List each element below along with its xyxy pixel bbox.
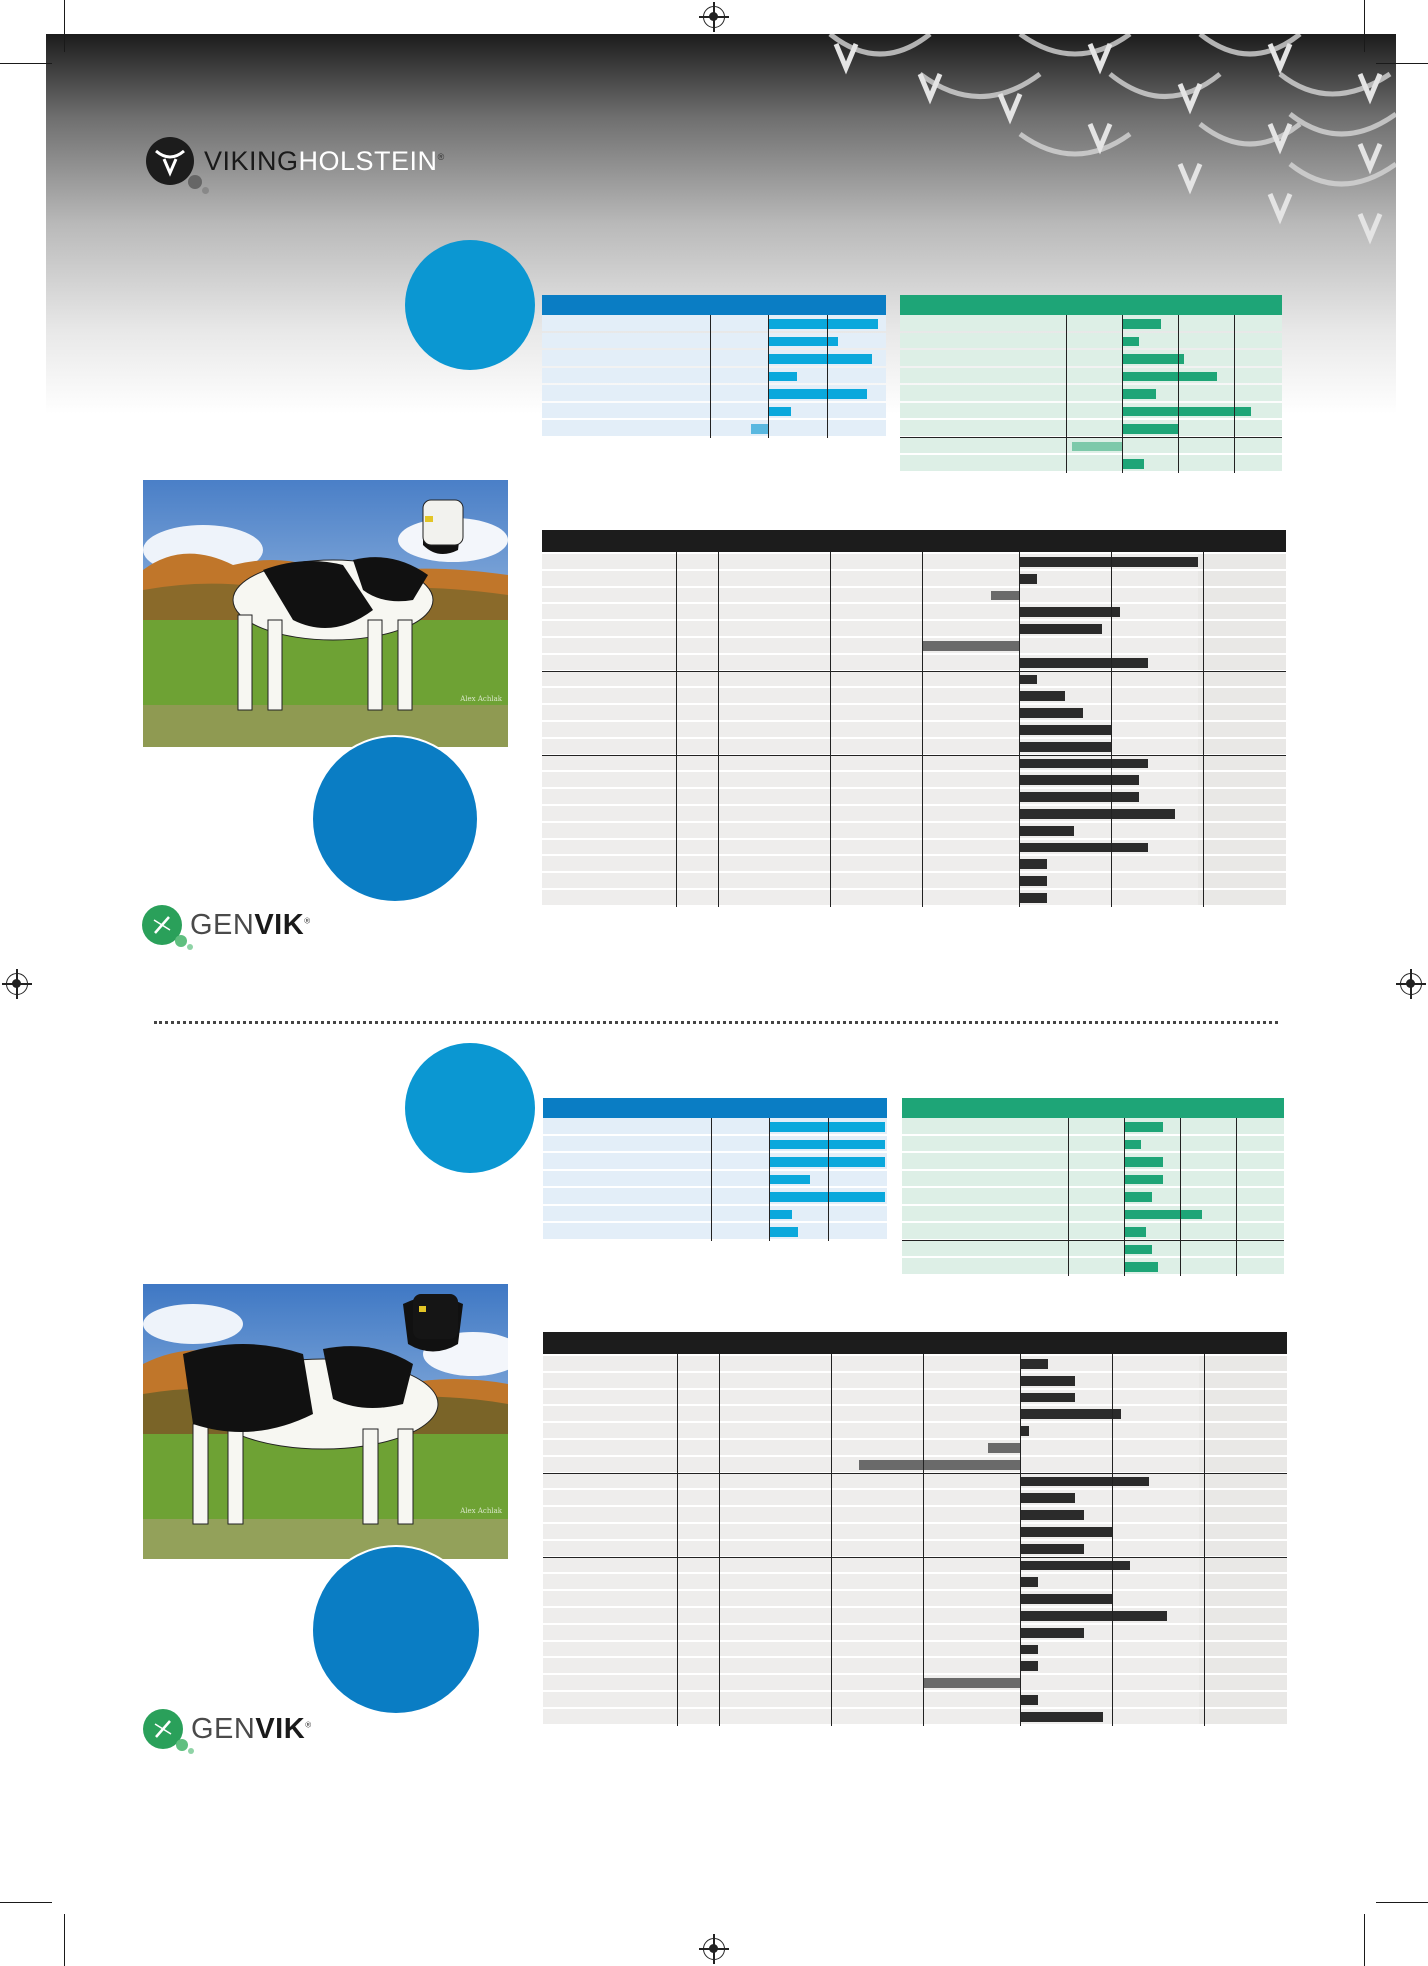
value-bar xyxy=(1020,1661,1038,1671)
value-bar xyxy=(1020,1477,1149,1487)
brand-wordmark-viking: VIKING xyxy=(204,145,299,176)
value-bar xyxy=(1020,1359,1048,1369)
table-row xyxy=(543,1206,887,1222)
value-bar xyxy=(1019,607,1120,617)
table-row-end xyxy=(1199,1490,1287,1505)
registered-mark: ® xyxy=(437,151,445,162)
column-divider xyxy=(1234,315,1235,473)
value-bar xyxy=(1124,1227,1146,1237)
value-bar xyxy=(769,1192,885,1202)
brand-wordmark xyxy=(204,146,445,177)
table-row-end xyxy=(1199,1591,1287,1606)
column-divider xyxy=(1066,315,1067,473)
value-bar xyxy=(768,389,867,399)
crop-mark xyxy=(64,0,65,52)
registration-mark xyxy=(703,6,725,28)
column-divider xyxy=(1019,552,1020,907)
column-divider xyxy=(1122,315,1123,473)
table-row xyxy=(902,1171,1284,1187)
table-row xyxy=(542,571,1198,586)
table-row-end xyxy=(1198,705,1286,720)
column-divider xyxy=(710,315,711,438)
value-bar xyxy=(1020,1493,1075,1503)
column-divider xyxy=(1203,552,1204,907)
bull-1-health-table xyxy=(900,295,1282,475)
table-row xyxy=(900,333,1282,349)
table-row xyxy=(542,873,1198,888)
table-row-end xyxy=(1198,840,1286,855)
table-row xyxy=(543,1574,1199,1589)
horn-pattern-decoration xyxy=(820,34,1396,264)
bull-2-health-table xyxy=(902,1098,1284,1278)
group-divider xyxy=(542,671,1286,672)
genvik-logo xyxy=(143,1709,312,1749)
table-row-end xyxy=(1199,1406,1287,1421)
table-row-end xyxy=(1199,1608,1287,1623)
table-row-end xyxy=(1198,739,1286,754)
value-bar xyxy=(1019,759,1148,769)
table-row xyxy=(543,1390,1199,1405)
bull-head-icon xyxy=(146,137,194,185)
value-bar xyxy=(1124,1140,1141,1150)
value-bar xyxy=(1122,354,1184,364)
table-row xyxy=(543,1423,1199,1438)
table-header xyxy=(902,1098,1284,1118)
value-bar xyxy=(1072,442,1122,452)
column-divider xyxy=(923,1354,924,1726)
value-bar xyxy=(1124,1210,1202,1220)
value-bar xyxy=(1019,859,1047,869)
value-bar xyxy=(991,591,1019,601)
table-row-end xyxy=(1199,1574,1287,1589)
bull-1-photo xyxy=(143,480,508,747)
table-row xyxy=(543,1171,887,1187)
value-bar xyxy=(1020,1628,1084,1638)
column-divider xyxy=(711,1118,712,1241)
value-bar xyxy=(1122,459,1144,469)
table-row-end xyxy=(1198,856,1286,871)
table-row-end xyxy=(1199,1692,1287,1707)
column-divider xyxy=(677,1354,678,1726)
bull-1-circle-bottom xyxy=(311,735,479,903)
table-row-end xyxy=(1199,1675,1287,1690)
registered-mark: ® xyxy=(304,915,311,925)
column-divider xyxy=(719,1354,720,1726)
table-row xyxy=(542,420,886,436)
table-row-end xyxy=(1199,1423,1287,1438)
table-row xyxy=(902,1153,1284,1169)
column-divider xyxy=(1124,1118,1125,1276)
column-divider xyxy=(768,315,769,438)
value-bar xyxy=(1020,1594,1112,1604)
table-row-end xyxy=(1199,1507,1287,1522)
table-header xyxy=(543,1098,887,1118)
table-row xyxy=(543,1675,1199,1690)
group-divider xyxy=(542,755,1286,756)
value-bar xyxy=(1124,1192,1152,1202)
table-row-end xyxy=(1198,722,1286,737)
bull-2-production-table xyxy=(543,1098,887,1244)
column-divider xyxy=(1236,1118,1237,1276)
photo-credit: Alex Achlak xyxy=(460,1507,502,1515)
group-divider xyxy=(543,1473,1287,1474)
value-bar xyxy=(1124,1262,1158,1272)
table-row-end xyxy=(1198,621,1286,636)
dna-icon xyxy=(142,905,182,945)
table-row xyxy=(902,1136,1284,1152)
table-row xyxy=(902,1118,1284,1134)
table-row-end xyxy=(1198,554,1286,569)
value-bar xyxy=(1020,1561,1130,1571)
genvik-wordmark-gen: GEN xyxy=(191,1712,256,1745)
column-divider xyxy=(1180,1118,1181,1276)
table-row xyxy=(543,1356,1199,1371)
value-bar xyxy=(1124,1175,1163,1185)
table-row xyxy=(542,823,1198,838)
table-row-end xyxy=(1198,756,1286,771)
crop-mark xyxy=(0,1902,52,1903)
vikingholstein-logo xyxy=(146,137,445,185)
table-row xyxy=(543,1642,1199,1657)
value-bar xyxy=(769,1157,885,1167)
table-header xyxy=(900,295,1282,315)
value-bar xyxy=(1019,691,1065,701)
table-row xyxy=(543,1490,1199,1505)
value-bar xyxy=(923,1678,1020,1688)
table-row xyxy=(900,368,1282,384)
table-row-end xyxy=(1198,873,1286,888)
value-bar xyxy=(768,354,872,364)
table-row-end xyxy=(1198,604,1286,619)
table-row-end xyxy=(1198,638,1286,653)
table-row-end xyxy=(1198,588,1286,603)
bull-1-production-table xyxy=(542,295,886,441)
table-row xyxy=(900,385,1282,401)
table-row xyxy=(902,1223,1284,1239)
value-bar xyxy=(1019,843,1148,853)
value-bar xyxy=(1124,1245,1152,1255)
value-bar xyxy=(1019,658,1148,668)
column-divider xyxy=(769,1118,770,1241)
table-row xyxy=(542,890,1198,905)
genvik-wordmark-vik: VIK xyxy=(255,1712,306,1745)
crop-mark xyxy=(64,1914,65,1966)
table-row xyxy=(900,315,1282,331)
value-bar xyxy=(769,1122,885,1132)
genvik-wordmark-gen: GEN xyxy=(190,908,255,941)
value-bar xyxy=(1122,372,1217,382)
table-row xyxy=(900,350,1282,366)
bull-2-photo xyxy=(143,1284,508,1559)
table-row xyxy=(542,588,1198,603)
crop-mark xyxy=(0,63,52,64)
table-row xyxy=(542,705,1198,720)
value-bar xyxy=(1020,1527,1112,1537)
photo-credit: Alex Achlak xyxy=(460,695,502,703)
table-row xyxy=(902,1258,1284,1274)
table-row-end xyxy=(1198,672,1286,687)
value-bar xyxy=(1020,1393,1075,1403)
table-row-end xyxy=(1199,1524,1287,1539)
table-row xyxy=(900,420,1282,436)
bull-2-circle-bottom xyxy=(311,1545,481,1715)
value-bar xyxy=(1019,775,1139,785)
value-bar xyxy=(1020,1577,1038,1587)
table-row-end xyxy=(1199,1440,1287,1455)
table-row xyxy=(900,455,1282,471)
value-bar xyxy=(1019,792,1139,802)
table-row xyxy=(543,1541,1199,1556)
value-bar xyxy=(1020,1611,1167,1621)
dna-icon xyxy=(143,1709,183,1749)
table-row xyxy=(543,1507,1199,1522)
section-divider xyxy=(154,1021,1278,1024)
value-bar xyxy=(1020,1409,1121,1419)
value-bar xyxy=(1122,337,1139,347)
genvik-wordmark-vik: VIK xyxy=(254,908,305,941)
bull-1-conformation-table xyxy=(542,530,1286,922)
value-bar xyxy=(1019,725,1111,735)
column-divider xyxy=(1068,1118,1069,1276)
value-bar xyxy=(1124,1122,1163,1132)
value-bar xyxy=(1020,1544,1084,1554)
table-row-end xyxy=(1198,655,1286,670)
table-row-end xyxy=(1199,1709,1287,1724)
table-row xyxy=(542,368,886,384)
crop-mark xyxy=(1376,1902,1428,1903)
registered-mark: ® xyxy=(305,1719,312,1729)
group-divider xyxy=(902,1240,1284,1241)
registration-mark xyxy=(703,1938,725,1960)
table-row-end xyxy=(1199,1642,1287,1657)
table-row-end xyxy=(1198,571,1286,586)
column-divider xyxy=(718,552,719,907)
value-bar xyxy=(1020,1645,1038,1655)
column-divider xyxy=(1204,1354,1205,1726)
bull-2-conformation-table xyxy=(543,1332,1287,1726)
value-bar xyxy=(1122,407,1251,417)
column-divider xyxy=(922,552,923,907)
value-bar xyxy=(988,1443,1020,1453)
group-divider xyxy=(543,1557,1287,1558)
value-bar xyxy=(1020,1712,1103,1722)
value-bar xyxy=(1122,424,1178,434)
value-bar xyxy=(1019,826,1074,836)
table-row-end xyxy=(1199,1658,1287,1673)
value-bar xyxy=(1019,893,1047,903)
genvik-logo xyxy=(142,905,311,945)
value-bar xyxy=(769,1140,885,1150)
table-header xyxy=(543,1332,1287,1354)
table-row-end xyxy=(1199,1373,1287,1388)
table-row-end xyxy=(1198,823,1286,838)
table-row xyxy=(543,1692,1199,1707)
value-bar xyxy=(1019,675,1037,685)
table-row xyxy=(542,672,1198,687)
value-bar xyxy=(769,1227,798,1237)
table-row xyxy=(542,856,1198,871)
value-bar xyxy=(769,1210,792,1220)
value-bar xyxy=(1020,1376,1075,1386)
value-bar xyxy=(1020,1426,1029,1436)
column-divider xyxy=(831,1354,832,1726)
table-row-end xyxy=(1199,1625,1287,1640)
registration-mark xyxy=(1400,973,1422,995)
column-divider xyxy=(1111,552,1112,907)
table-row xyxy=(902,1241,1284,1257)
table-header xyxy=(542,530,1286,552)
table-row xyxy=(543,1223,887,1239)
genvik-wordmark xyxy=(191,1713,312,1746)
table-row-end xyxy=(1198,890,1286,905)
table-row xyxy=(543,1658,1199,1673)
value-bar xyxy=(1019,574,1037,584)
table-row-end xyxy=(1199,1390,1287,1405)
value-bar xyxy=(1122,389,1156,399)
value-bar xyxy=(768,372,797,382)
table-row-end xyxy=(1198,772,1286,787)
value-bar xyxy=(751,424,768,434)
table-row xyxy=(543,1625,1199,1640)
table-header xyxy=(542,295,886,315)
bull-1-circle-top xyxy=(405,240,535,370)
column-divider xyxy=(1178,315,1179,473)
value-bar xyxy=(768,407,791,417)
value-bar xyxy=(1020,1695,1038,1705)
table-row-end xyxy=(1199,1541,1287,1556)
value-bar xyxy=(1019,708,1083,718)
registration-mark xyxy=(6,973,28,995)
value-bar xyxy=(1019,876,1047,886)
column-divider xyxy=(830,552,831,907)
value-bar xyxy=(1124,1157,1163,1167)
value-bar xyxy=(1019,624,1102,634)
table-row xyxy=(902,1206,1284,1222)
table-row-end xyxy=(1198,688,1286,703)
table-row-end xyxy=(1199,1558,1287,1573)
brand-wordmark-holstein: HOLSTEIN xyxy=(298,145,438,176)
value-bar xyxy=(1019,742,1111,752)
crop-mark xyxy=(1364,1914,1365,1966)
column-divider xyxy=(676,552,677,907)
value-bar xyxy=(859,1460,1020,1470)
table-row xyxy=(543,1440,1199,1455)
column-divider xyxy=(827,315,828,438)
table-row xyxy=(542,688,1198,703)
value-bar xyxy=(1019,557,1198,567)
value-bar xyxy=(769,1175,810,1185)
column-divider xyxy=(1112,1354,1113,1726)
column-divider xyxy=(1020,1354,1021,1726)
table-row-end xyxy=(1199,1457,1287,1472)
value-bar xyxy=(1122,319,1161,329)
value-bar xyxy=(1020,1510,1084,1520)
table-row-end xyxy=(1199,1356,1287,1371)
genvik-wordmark xyxy=(190,909,311,942)
value-bar xyxy=(768,319,878,329)
column-divider xyxy=(828,1118,829,1241)
value-bar xyxy=(922,641,1019,651)
table-row-end xyxy=(1198,789,1286,804)
table-row xyxy=(543,1373,1199,1388)
value-bar xyxy=(1019,809,1175,819)
table-row xyxy=(542,403,886,419)
bull-2-circle-top xyxy=(405,1043,535,1173)
group-divider xyxy=(900,437,1282,438)
table-row-end xyxy=(1199,1474,1287,1489)
table-row xyxy=(542,638,1198,653)
table-row-end xyxy=(1198,806,1286,821)
table-row xyxy=(902,1188,1284,1204)
